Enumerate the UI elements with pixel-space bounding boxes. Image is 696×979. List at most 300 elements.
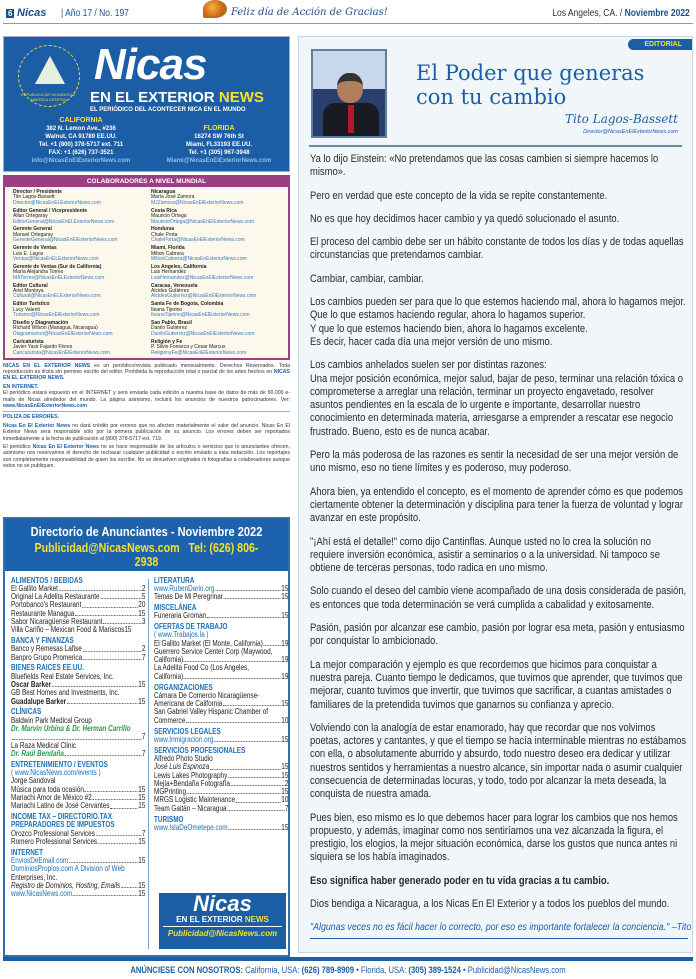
dot-leader [96, 835, 141, 836]
collaborator-name: María Alejandra Torres [13, 269, 64, 276]
advertiser-name: Baldwin Park Medical Group [11, 715, 92, 725]
directory-category: OFERTAS DE TRABAJO [154, 621, 228, 631]
collaborators-left [13, 190, 148, 358]
advertiser-name: Mariachi Latino de José Cervantes [11, 801, 110, 811]
collaborator-role: Gerente de Ventas (Sur de California) [13, 263, 102, 270]
collaborator-email[interactable]: Diagramacion@NicasEnElExteriorNews.com [13, 330, 113, 337]
website-link[interactable]: www.NicasEnElExteriorNews.com [3, 402, 87, 409]
dot-leader [227, 810, 284, 811]
collaborator-name: Danilo Gutiérrez [151, 325, 188, 332]
advertiser-name: Banpro Grupo Promerica [11, 652, 83, 662]
florida-address [154, 125, 284, 165]
directory-category: INCOME TAX – DIRECTORIO.TAX [11, 812, 112, 822]
directory-title: Directorio de Anunciantes - Noviembre 2022 [30, 524, 263, 539]
article-paragraph: Los cambios anhelados suelen ser por distintas razones: Una mejor posición económica, mejor salud, bajar de peso, terminar una relación tóxica o comprometerse a arreglar una relación, terminar un proyecto engavetado, resolver asuntos pendientes en la escala de lo urgente e importante, desarrollar nuestro conocimiento en determinada materia, arriesgarse a emprender a rescatar ese negocio frustrado. Bueno, esto es de nunca acabar. [310, 359, 683, 438]
greeting: Feliz día de Acción de Gracias! [231, 7, 388, 18]
advertiser-name: Oscar Barker [11, 680, 52, 690]
article-paragraph: Volviendo con la analogía de estar enamorado, hay que recordar que nos volvimos poetas, actores y cantantes, y que el tiempo se hacía interminable mientras no estábamos con ella, o absolutamente aburrido y absurdo, todo nuestro deseo era dedicar y utilizar nuestros sentidos y herramientas a nuestro alcance, sin importar nada o asumir cualquier consecuencia de determinadas locuras, y todo, todo por alcanzar la meta deseada, la conquista de nuestra amada. [310, 721, 687, 801]
directory-entry [11, 750, 145, 758]
advertiser-name: Música para toda ocasión [11, 784, 84, 794]
page-reference: 2 [284, 778, 289, 788]
collaborator-role: Religión y Fe [151, 338, 183, 345]
directory-category: BIENES RAICES EE.UU. [11, 663, 84, 673]
collaborator-name: Richard Wilson (Managua, Nicaragua) [13, 325, 98, 332]
page-reference: 15 [138, 696, 146, 706]
divider [309, 145, 682, 147]
footer-label: ANÚNCIESE CON NOSOTROS: [130, 965, 243, 975]
ad-email[interactable]: Publicidad@NicasNews.com [163, 926, 282, 938]
collaborator-name: Chale Porta [151, 231, 178, 238]
collaborator-email[interactable]: MauricioOrtega@NicasEnElExteriorNews.com [151, 218, 254, 225]
responsibility-notice [3, 444, 290, 469]
collaborator-entry [151, 284, 286, 300]
advertiser-name[interactable]: www.NicasNews.com [11, 889, 73, 899]
dot-leader [121, 887, 137, 888]
article-paragraph: No es que hoy decidimos hacer cambio y ya quedó solucionado el asunto. [310, 212, 620, 225]
collaborator-email[interactable]: IleanaTijerino@NicasEnElExteriorNews.com [151, 312, 250, 319]
page-reference: 15 [138, 856, 146, 865]
page-reference: 15 [124, 625, 132, 635]
collaborator-name: Tito Lagos-Bassett [13, 194, 55, 201]
nicas-ad[interactable] [159, 893, 286, 949]
nicaragua-seal-icon [18, 45, 80, 107]
directory-header [5, 519, 288, 571]
dot-leader [228, 829, 280, 830]
directory-entry [11, 626, 145, 634]
article-paragraph: Pasión, pasión por alcanzar ese cambio, pasión por lograr esa meta, pasión y entusiasmo por conquistar lo ambicionado. [310, 622, 685, 648]
dot-leader [214, 741, 280, 742]
collaborator-email[interactable]: LuisHernandez@NicasEnElExteriorNews.com [151, 274, 254, 281]
dot-leader [100, 598, 141, 599]
collaborator-entry [13, 190, 148, 206]
advertiser-name: Banco y Remesas Lafise [11, 644, 82, 654]
advertiser-name: MRGS Logistic Maintenance [154, 795, 236, 805]
address-line: Miami, FL33193 EE.UU. [185, 142, 253, 148]
collaborator-role: Costa Rica [151, 207, 177, 214]
footer-fl-phone: (305) 389-1524 [408, 965, 461, 975]
collaborator-email[interactable]: Turismo@NicasEnElExteriorNews.com [13, 312, 100, 319]
directory-entry [154, 805, 288, 813]
ad-sub-a: EN EL EXTERIOR [176, 915, 243, 924]
page-reference: 15 [281, 734, 289, 744]
tagline: EL PERIÓDICO DEL ACONTECER NICA EN EL MUNDO [90, 107, 246, 113]
page-reference: 7 [141, 748, 146, 758]
collaborator-name: P. Silvio Fonseca y Cesar Marcus [151, 344, 226, 351]
advertiser-name: MGPrinting [154, 787, 187, 797]
collaborator-entry [151, 302, 286, 318]
directory-entry [11, 838, 145, 846]
dot-leader [93, 799, 138, 800]
page-reference: 7 [141, 732, 146, 742]
collaborator-name: Allan Ortegaray [13, 213, 48, 220]
collaborator-entry [13, 265, 148, 281]
collaborator-name: Ileana Tijerino [151, 306, 183, 313]
article-paragraph: Pero en verdad que este concepto de la vida se repite constantemente. [310, 189, 608, 202]
advertiser-name: Guadalupe Barker [11, 696, 67, 706]
advertiser-name: Sabor Nicaragüense Restaurant [11, 616, 103, 626]
collaborator-entry [13, 321, 148, 337]
page-reference: 15 [138, 801, 146, 811]
page-reference: 15 [138, 608, 146, 618]
editorial-panel [298, 36, 693, 953]
article-paragraph: Ya lo dijo Einstein: «No pretendamos que las cosas cambien si siempre hacemos lo mismo». [310, 153, 659, 179]
california-email[interactable]: info@NicasEnElExteriorNews.com [31, 158, 131, 164]
collaborators-box [3, 175, 290, 360]
advertiser-name: Restaurante Managua [11, 608, 75, 618]
subtitle-b: NEWS [218, 89, 264, 106]
collaborators-title: COLABORADORES A NIVEL MUNDIAL [5, 177, 288, 187]
page-reference: 15 [281, 787, 289, 797]
page-reference: 15 [138, 836, 146, 846]
dot-leader [207, 617, 280, 618]
text: El periódico estará expuesto en el INTERNET y será enviada cada edición a nuestra base de datos de más de 90,000 e-mails de Nicas alrededor del mundo. La página asimismo, incluirá los anuncios de nuestros patrocinadores. Ver: [3, 390, 290, 403]
advertiser-name: San Gabriel Valley Hispanic Chamber of [154, 707, 269, 717]
errors-title-text: POLIZA DE ERRORES. [3, 414, 60, 421]
advertiser-name: Mariachi Amor de México #2 [11, 792, 92, 802]
directory-category: TURISMO [154, 814, 184, 824]
dot-leader [110, 808, 137, 809]
dot-leader [228, 777, 280, 778]
page-reference: 7 [141, 652, 146, 662]
column-divider [148, 579, 149, 949]
collaborator-role: Diseño y Diagramación [13, 320, 69, 327]
article-blessing: Dios bendiga a Nicaragua, a los Nicas En El Exterior y a todos los pueblos del mundo. [310, 898, 670, 911]
footer-ca-phone: (626) 789-8909 [301, 965, 354, 975]
directory-category: SERVICIOS PROFESIONALES [154, 745, 246, 755]
collaborator-entry [13, 302, 148, 318]
footer-ca: California, USA: [242, 965, 302, 975]
directory-phone: Tel: (626) 806-2938 [134, 541, 259, 569]
directory-category: PREPARADORES DE IMPUESTOS [11, 820, 115, 830]
directory-entry [11, 802, 145, 810]
page-reference: 15 [281, 770, 289, 780]
dot-leader [83, 651, 141, 652]
collaborator-role: Nicaragua [151, 189, 176, 195]
page-reference: 15 [281, 592, 289, 602]
directory-entry[interactable] [11, 890, 145, 898]
advertiser-name: Romero Professional Services [11, 836, 98, 846]
page-reference: 10 [281, 715, 289, 725]
collaborator-role: Caricaturista [13, 338, 44, 345]
page-reference: 15 [138, 784, 146, 794]
directory-entry [154, 612, 288, 620]
address-line: Walnut, CA 91789 EE.UU. [45, 134, 117, 140]
footer-rule [3, 957, 693, 961]
directory-left-column [11, 574, 145, 898]
directory-category: ENTRETENIMIENTO / EVENTOS [11, 759, 108, 769]
article-paragraph: Ahora bien, ya entendido el concepto, es el momento de aprender cómo es que podemos ciertamente obtener la determinación y disciplina para tener la fuerza de voluntad y lograr avanzar en este propósito. [310, 485, 684, 525]
article-conclusion: Eso significa haber generado poder en tu vida gracias a tu cambio. [310, 874, 610, 887]
advertiser-name[interactable]: www.Inmigracion.org [154, 734, 214, 744]
collaborator-role: Editor General / Vicepresidente [13, 207, 88, 214]
collaborator-entry [13, 246, 148, 262]
collaborator-email[interactable]: Cultural@NicasEnELExteriorNews.com [13, 293, 101, 300]
title-line: El Poder que generas [416, 61, 645, 85]
dot-leader [210, 769, 281, 770]
dot-leader [264, 645, 281, 646]
title-line: con tu cambio [416, 85, 567, 109]
page-reference: 15 [138, 680, 146, 690]
advertiser-name: Guerrero Service Center Corp (Maywood, [154, 646, 273, 656]
collaborator-entry [151, 265, 286, 281]
directory-email[interactable]: Publicidad@NicasNews.com [34, 541, 180, 555]
dot-leader [73, 895, 138, 896]
advertiser-name: Jorge Sandoval [11, 776, 56, 786]
advertiser-name: Mejía+Bendaña Fotografía [154, 778, 230, 788]
collaborator-role: Editor Turístico [13, 301, 50, 308]
page-reference: 15 [281, 583, 289, 593]
page-reference: 19 [281, 671, 289, 681]
collaborator-entry [151, 340, 286, 356]
page-reference: 15 [138, 792, 146, 802]
article-paragraph: La mejor comparación y ejemplo es que recordemos que hicimos para conquistar a nuestra pareja. Cuanto tiempo le dedicamos, que tuvimos que aprender, que tuvimos que mejorar, cuanto tuvimos que invertir, que tuvimos que sacrificar, a cuantas amistades o familiares de la pretendida tuvimos que ganarnos su confianza y aprecio. [310, 658, 683, 711]
florida-email[interactable]: Miami@NicasEnElExteriorNews.com [166, 158, 272, 164]
dot-leader [67, 703, 138, 704]
page-reference: 15 [281, 699, 289, 709]
advertiser-name: Lewis Lakes Photography [154, 770, 228, 780]
advertiser-name: Cámara De Comercio Nicaragüense- [154, 690, 260, 700]
errors-policy [3, 423, 290, 442]
author-signature: Tito Lagos-Bassett [565, 112, 678, 126]
collaborator-name: Luis Hernandez [151, 269, 187, 276]
dot-leader [69, 862, 137, 863]
advertiser-name: Americana de California [154, 699, 223, 709]
dot-leader [85, 791, 138, 792]
directory-category: ORGANIZACIONES [154, 682, 213, 692]
california-address [16, 117, 146, 165]
dot-leader [82, 607, 137, 608]
page-reference: 7 [141, 828, 146, 838]
article-paragraph: El proceso del cambio debe ser un hábito constante de todos los días y de todas aquellas circunstancias que pretendamos cambiar. [310, 236, 684, 262]
page-reference: 15 [281, 611, 289, 621]
collaborator-entry [151, 209, 286, 225]
advertiser-name[interactable]: www.RubenDario.org [154, 583, 215, 593]
collaborator-entry [13, 340, 148, 356]
collaborator-entry [151, 190, 286, 206]
ad-sub-b: NEWS [244, 915, 269, 924]
footer [52, 965, 644, 975]
dot-leader [75, 615, 137, 616]
collaborator-email[interactable]: EditorGeneral@NicasEnELExteriorNews.com [13, 218, 115, 225]
directory-entry[interactable] [154, 736, 288, 744]
collaborator-entry [151, 321, 286, 337]
editorial-tag: EDITORIAL [628, 39, 692, 50]
address-line: Tel. +1 (800) 378-5717 ext. 711 [38, 142, 124, 148]
advertiser-name: Orozco Professional Services [11, 828, 95, 838]
advertiser-name: El Gallito Market (El Monte, California) [154, 638, 263, 648]
divider [3, 411, 290, 412]
advertiser-name: Portobanco's Restaurant [11, 600, 82, 610]
directory-entry [11, 654, 145, 662]
directory-entry [154, 593, 288, 601]
advertiser-name[interactable]: ( www.NicasNews.com/events ) [11, 768, 101, 778]
advertiser-name: Commerce [154, 715, 186, 725]
dot-leader [12, 739, 141, 740]
dot-leader [184, 678, 281, 679]
dot-leader [223, 705, 280, 706]
advertiser-name: La Raza Medical Clinic [11, 740, 77, 750]
closing-quote: "Algunas veces no es fácil hacer lo correcto, por eso es importante fortalecer la conciencia." –Tito [310, 921, 688, 938]
florida-label: FLORIDA [203, 125, 235, 132]
dot-leader [231, 785, 284, 786]
advertiser-name: Funeraria Groman [154, 611, 207, 621]
ad-logo: Nicas [193, 891, 252, 916]
dateline [552, 8, 690, 19]
advertiser-name: Temas De Mi Peregrinar [154, 592, 223, 602]
page-reference: 20 [138, 600, 146, 610]
advertiser-name: California) [154, 671, 184, 681]
advertiser-name[interactable]: ( www.Trabajos.la ) [154, 630, 209, 640]
collaborator-role: Miami, Florida [151, 245, 185, 252]
advertiser-name: Dr. Raúl Bendaña [11, 748, 64, 758]
seal-text: REPUBLICA DE NICARAGUA · AMERICA CENTRAL [20, 92, 78, 102]
errors-title [3, 414, 290, 420]
page-reference: 3 [141, 616, 146, 626]
collaborator-entry [151, 227, 286, 243]
masthead-logo: Nicas [94, 40, 207, 89]
directory-category: INTERNET [11, 847, 43, 857]
collaborator-role: Los Angeles, California [151, 263, 207, 270]
page-reference: 7 [284, 803, 289, 813]
page-reference: 15 [138, 880, 146, 890]
subtitle-a: EN EL EXTERIOR [90, 89, 215, 106]
article-paragraph: Pues bien, eso mismo es lo que debemos hacer para lograr los cambios que nos hemos propuesto, y además, imaginar como nos sentiríamos una vez alcanzada la figura, el prestigio, los elogios, la mejor situación económica, darse los gustos que nunca antes ni siquiera se los había imaginados. [310, 811, 678, 864]
collaborator-entry [151, 246, 286, 262]
directory-entry[interactable] [154, 824, 288, 832]
directory-entry [11, 698, 145, 706]
brand: Nicas En El Exterior News [3, 423, 71, 430]
issue-date: Noviembre 2022 [624, 8, 690, 19]
directory-category: LITERATURA [154, 575, 195, 585]
advertisers-directory [3, 517, 290, 957]
collaborator-role: Honduras [151, 226, 175, 233]
directory-category: SERVICIOS LEGALES [154, 726, 221, 736]
dot-leader [83, 659, 141, 660]
collaborator-name: Mauricio Ortega [151, 213, 187, 220]
internet-title: EN INTERNET. [3, 384, 39, 391]
brand: Nicas En El Exterior News [32, 444, 100, 451]
author-email[interactable]: Director@NicasEnElExteriorNews.com [583, 129, 678, 135]
cornucopia-icon [203, 0, 227, 18]
advertiser-name: GB Best Homes and Investments, Inc. [11, 688, 120, 698]
california-label: CALIFORNIA [59, 117, 103, 124]
address-line: FAX: +1 (626) 737-3521 [48, 150, 114, 156]
directory-entry [154, 673, 288, 681]
collaborator-entry [13, 209, 148, 225]
collaborator-role: Gerente General [13, 226, 52, 233]
collaborator-email[interactable]: Ventas@NicasEnELExteriorNews.com [13, 255, 99, 262]
advertiser-name: Original La Adelita Restaurante [11, 592, 100, 602]
city: Los Angeles, CA. / [552, 8, 623, 19]
text: no se hace responsable de los artículos o servicios que lo anunciantes ofrecen, asimismo nos reservamos el derecho de rechazar cualquier publicidad o escrito enviado a esta redacción. Los reportajes son completamente responsabilidad de quien los escribe. No se devuelven originales ni fotografías a colaboradores aunque estos no se publiquen. [3, 444, 291, 469]
article-paragraph: Cambiar, cambiar, cambiar. [310, 272, 424, 285]
footer-email[interactable]: • Publicidad@NicasNews.com [460, 965, 566, 975]
masthead-subtitle [90, 89, 264, 106]
collaborator-email[interactable]: ChalePorta@NicasEnElExteriorNews.com [151, 237, 245, 244]
collaborator-email[interactable]: GerenteGeneral@NicasEnElExteriorNews.com [13, 237, 118, 244]
directory-right-column [154, 574, 288, 832]
copyright-notice [3, 363, 290, 382]
directory-category: MISCELÁNEA [154, 602, 197, 612]
address-line: 16274 SW 76th St [194, 134, 244, 140]
dot-leader [98, 843, 138, 844]
collaborator-role: Gerente de Ventas [13, 245, 57, 252]
dot-leader [187, 793, 281, 794]
dot-leader [184, 661, 281, 662]
collaborator-name: Lucy Valenti [13, 306, 40, 313]
brand: NICAS EN EL EXTERIOR NEWS. [3, 369, 290, 382]
page-reference: 2 [141, 583, 146, 593]
page-reference: 10 [281, 795, 289, 805]
collaborator-email[interactable]: ReligionyFe@NicasEnElExteriorNews.com [151, 349, 247, 356]
directory-entry [154, 717, 288, 725]
advertiser-name: Team Gaitán – Nicaragua [154, 803, 227, 813]
dot-leader [224, 598, 281, 599]
advertiser-name[interactable]: EnviosDeEmail.com [11, 856, 69, 865]
page-reference: 15 [281, 762, 289, 772]
collaborator-name: Javier Yasir Fajardo Flores [13, 344, 73, 351]
collaborator-role: Santa Fe de Bogota, Colombia [151, 301, 224, 308]
legal-notices [3, 363, 290, 472]
collaborators-right [151, 190, 286, 358]
author-photo [311, 49, 387, 138]
advertiser-name[interactable]: www.IslaDeOmetepe.com [154, 822, 228, 832]
directory-category: ALIMENTOS / BEBIDAS [11, 575, 83, 585]
ad-subtitle [159, 915, 286, 924]
article-paragraph: Pero la más poderosa de las razones es sentir la necesidad de ser una mejor versión de uno mismo, eso no tiene límites y es poderoso, muy poderoso. [310, 449, 679, 475]
collaborator-email[interactable]: DaniloGutierrez@NicasEnElExteriorNews.com [151, 330, 255, 337]
collaborator-role: Caracas, Venezuela [151, 282, 198, 289]
page-reference: 15 [138, 889, 146, 899]
article-title [416, 61, 644, 109]
advertiser-name: Registro de Dominios, Hosting, Emails [11, 880, 121, 890]
advertiser-name: Alfredo Photo Studio [154, 753, 213, 763]
directory-category: CLÍNICAS [11, 707, 42, 717]
advertiser-name: El Gallito Market [11, 583, 58, 593]
collaborator-email[interactable]: MJZamora@NicasEnElExteriorNews.com [151, 199, 244, 206]
collaborator-role: Director / Presidente [13, 189, 62, 195]
address-line: 382 N. Lemon Ave., #236 [46, 126, 116, 132]
page-reference: 15 [281, 822, 289, 832]
page-number: 6 [8, 9, 13, 18]
masthead [3, 36, 290, 172]
directory-entry [11, 725, 145, 733]
collaborator-role: Editor Cultural [13, 282, 48, 289]
directory-contact [26, 541, 267, 569]
collaborator-email[interactable]: Caricaturista@NicasEnElExteriorNews.com [13, 349, 110, 356]
dot-leader [186, 722, 280, 723]
advertiser-name: Villa Cariño – Mexican Food & Mariscos [11, 625, 125, 635]
dot-leader [236, 802, 281, 803]
dot-leader [215, 590, 280, 591]
advertiser-name: Enterprises, Inc. [11, 872, 58, 882]
advertiser-name: Dr. Marvin Urbina & Dr. Herman Carrillo [11, 724, 131, 734]
collaborator-email[interactable]: AlcidesGutierrez@NicasEnElExteriorNews.com [151, 293, 257, 300]
advertiser-name: Bluefields Real Estate Services, Inc. [11, 671, 114, 681]
collaborator-name: Manuel Ortegaray [13, 231, 54, 238]
collaborator-email[interactable]: MiltonCabrera@NicasEnExteriorNews.com [151, 255, 247, 262]
advertiser-name[interactable]: DominiosPropios.com A Division of Web [11, 864, 125, 874]
article-paragraph: "¡Ahí está el detalle!" como dijo Cantinflas. Aunque usted no lo crea la solución no requiere inversión económica, asistir a seminarios o a la universidad. Ni tampoco se obtiene de terceras personas, todo radica en uno mismo. [310, 535, 660, 575]
page-header [3, 6, 693, 24]
dot-leader [59, 590, 141, 591]
address-line: Tel. +1 (305) 967-3948 [188, 150, 250, 156]
internet-notice [3, 384, 290, 409]
collaborator-email[interactable]: Director@NicasEnELExteriorNews.com [13, 199, 101, 206]
collaborator-email[interactable]: MATorres@NicasEnELExteriorNews.com [13, 274, 105, 281]
page-reference: 19 [281, 638, 289, 648]
collaborator-name: Luis E. Lagos [13, 250, 44, 257]
